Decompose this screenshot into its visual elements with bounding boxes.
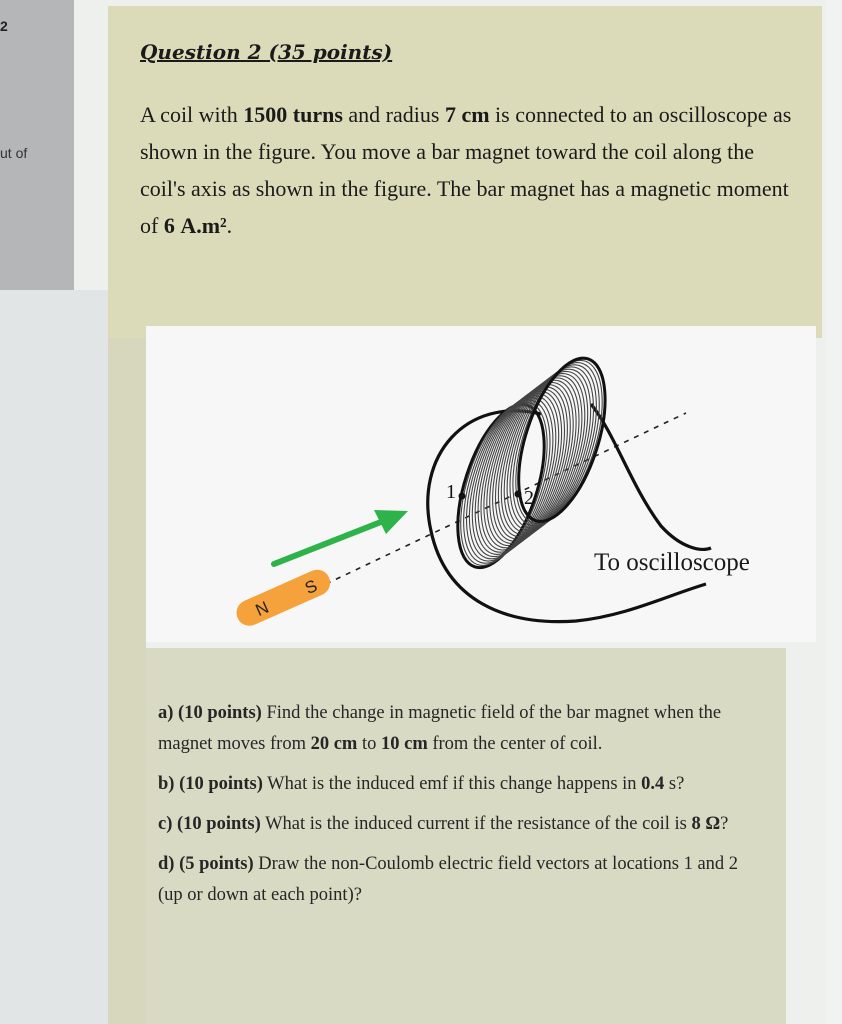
question-title: Question 2 (35 points) bbox=[140, 40, 393, 64]
part-b-text-2: s? bbox=[664, 774, 685, 794]
coil bbox=[440, 348, 622, 578]
moment-unit: A.m² bbox=[180, 213, 227, 238]
moment-value: 6 bbox=[163, 213, 175, 238]
part-a-label: a) bbox=[158, 703, 174, 723]
part-a-text-1: Find the change in magnetic field of the bar magnet when the magnet moves from bbox=[158, 703, 722, 754]
part-d-text-1: Draw the non-Coulomb electric field vectors at locations 1 and 2 (up or down at each point)? bbox=[158, 854, 739, 905]
north-pole-label: N bbox=[252, 597, 272, 620]
part-d-label: d) bbox=[158, 854, 175, 874]
right-background bbox=[826, 0, 842, 1024]
question-text-1: A coil with bbox=[140, 102, 244, 127]
part-a-text-2: to bbox=[357, 734, 381, 754]
part-c bbox=[158, 809, 748, 840]
question-text-2: and radius bbox=[342, 102, 445, 127]
part-a-text-3: from the center of coil. bbox=[427, 734, 603, 754]
location-1-label: 1 bbox=[446, 481, 456, 503]
location-1-dot bbox=[459, 493, 466, 500]
bar-magnet bbox=[232, 566, 334, 630]
oscilloscope-label: To oscilloscope bbox=[594, 549, 750, 576]
part-b-text-1: What is the induced emf if this change happens in bbox=[262, 774, 642, 794]
part-d-points: (5 points) bbox=[179, 854, 254, 874]
part-c-text-2: ? bbox=[720, 814, 729, 834]
part-c-text-1: What is the induced current if the resistance of the coil is bbox=[260, 814, 692, 834]
part-a-points: (10 points) bbox=[178, 703, 262, 723]
question-text-3: is connected to an oscilloscope as shown in the figure. You move a bar magnet toward the coil along the coil's axis as shown in the figure. The bar magnet has a magnetic moment of bbox=[140, 102, 792, 238]
location-2-dot bbox=[515, 491, 522, 498]
part-a-value-2: 10 cm bbox=[380, 734, 428, 754]
part-b bbox=[158, 769, 748, 800]
part-b-label: b) bbox=[158, 774, 175, 794]
turns-value: 1500 turns bbox=[243, 102, 343, 127]
part-a bbox=[158, 698, 748, 760]
location-2-label: 2 bbox=[524, 487, 534, 509]
part-c-label: c) bbox=[158, 814, 173, 834]
part-c-value-1: 8 Ω bbox=[691, 814, 721, 834]
bar-magnet-body bbox=[232, 566, 334, 630]
question-card-margin bbox=[108, 338, 146, 1024]
motion-arrow-shaft bbox=[274, 520, 386, 564]
coil-magnet-figure bbox=[146, 326, 816, 642]
part-a-value-1: 20 cm bbox=[310, 734, 358, 754]
south-pole-label: S bbox=[301, 576, 321, 599]
sidebar-partial-number: 2 bbox=[0, 18, 8, 34]
part-b-points: (10 points) bbox=[179, 774, 263, 794]
sidebar-partial-text: ut of bbox=[0, 145, 28, 161]
part-d bbox=[158, 849, 748, 911]
question-text bbox=[140, 96, 792, 244]
question-parts-list bbox=[158, 698, 748, 920]
radius-value: 7 cm bbox=[444, 102, 490, 127]
left-background bbox=[0, 290, 110, 1024]
lead-wire-back bbox=[591, 404, 711, 549]
left-sidebar-panel bbox=[0, 0, 74, 290]
moment-unit-suffix: . bbox=[226, 213, 233, 238]
part-c-points: (10 points) bbox=[177, 814, 261, 834]
part-b-value-1: 0.4 bbox=[641, 774, 665, 794]
